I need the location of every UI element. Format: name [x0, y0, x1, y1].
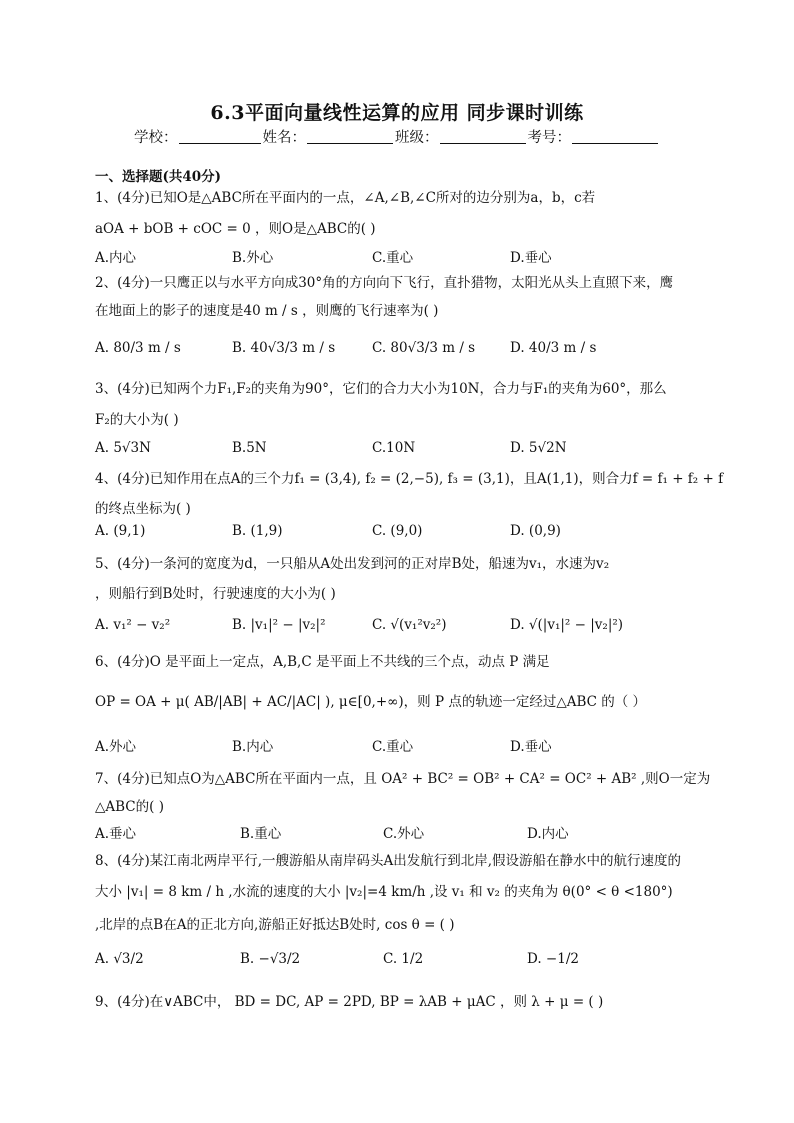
option-d[interactable]: D. √(|v₁|² − |v₂|²)	[510, 617, 624, 633]
question-4-options	[95, 523, 735, 547]
class-label: 班级：	[395, 130, 439, 146]
question-7-options	[95, 822, 735, 846]
option-d[interactable]: D.内心	[527, 826, 569, 842]
option-c[interactable]: C. (9,0)	[372, 523, 423, 539]
question-6-line-2: OP = OA + μ( AB/|AB| + AC/|AC| ), μ∈[0,+∞)，则 P 点的轨迹一定经过△ABC 的（ ）	[95, 694, 647, 710]
question-5-line-1: 5、(4分)一条河的宽度为d，一只船从A处出发到河的正对岸B处，船速为v₁，水速为v₂	[95, 556, 610, 572]
option-c[interactable]: C.10N	[372, 440, 416, 456]
student-info-row	[0, 126, 794, 147]
class-blank[interactable]	[440, 129, 526, 144]
option-b[interactable]: B.内心	[232, 739, 274, 755]
question-4-line-2: 的终点坐标为( )	[95, 501, 191, 517]
name-blank[interactable]	[307, 129, 393, 144]
option-b[interactable]: B.5N	[232, 440, 267, 456]
exam-no-label: 考号：	[527, 130, 571, 146]
option-d[interactable]: D. −1/2	[527, 951, 579, 967]
option-c[interactable]: C. 1/2	[383, 951, 424, 967]
question-2-options	[95, 340, 735, 364]
option-c[interactable]: C.外心	[383, 826, 425, 842]
option-a[interactable]: A.内心	[95, 250, 137, 266]
question-1-options	[95, 246, 735, 270]
question-1-line-1: 1、(4分)已知O是△ABC所在平面内的一点，∠A,∠B,∠C所对的边分别为a，b，c若	[95, 190, 596, 206]
option-d[interactable]: D. 40/3 m / s	[510, 340, 597, 356]
school-label: 学校：	[134, 130, 178, 146]
option-b[interactable]: B.重心	[240, 826, 282, 842]
option-d[interactable]: D. (0,9)	[510, 523, 561, 539]
option-a[interactable]: A. v₁² − v₂²	[95, 617, 171, 633]
question-7-line-2: △ABC的( )	[95, 799, 164, 815]
question-3-options	[95, 440, 735, 464]
page-title: 6.3平面向量线性运算的应用 同步课时训练	[210, 102, 584, 124]
question-8-options	[95, 951, 735, 975]
option-d[interactable]: D.垂心	[510, 739, 552, 755]
option-a[interactable]: A. 5√3N	[95, 440, 151, 456]
option-c[interactable]: C.重心	[372, 739, 414, 755]
option-a[interactable]: A. (9,1)	[95, 523, 146, 539]
school-blank[interactable]	[179, 129, 261, 144]
question-6-line-1: 6、(4分)O 是平面上一定点，A,B,C 是平面上不共线的三个点，动点 P 满足	[95, 654, 550, 670]
question-5-options	[95, 617, 735, 641]
option-a[interactable]: A. √3/2	[95, 951, 144, 967]
question-5-line-2: ，则船行到B处时，行驶速度的大小为( )	[95, 586, 336, 602]
question-4-line-1: 4、(4分)已知作用在点A的三个力f₁ = (3,4), f₂ = (2,−5), f₃ = (3,1)，且A(1,1)，则合力f = f₁ + f₂ + f	[95, 471, 724, 487]
name-label: 姓名：	[262, 130, 306, 146]
option-b[interactable]: B. −√3/2	[240, 951, 301, 967]
question-8-line-1: 8、(4分)某江南北两岸平行,一艘游船从南岸码头A出发航行到北岸,假设游船在静水中的航行速度的	[95, 853, 682, 869]
question-8-line-2: 大小 |v₁| = 8 km / h ,水流的速度的大小 |v₂|=4 km/h ,设 v₁ 和 v₂ 的夹角为 θ(0° < θ <180°)	[95, 884, 673, 900]
option-c[interactable]: C.重心	[372, 250, 414, 266]
option-c[interactable]: C. √(v₁²v₂²)	[372, 617, 447, 633]
option-b[interactable]: B.外心	[232, 250, 274, 266]
question-9-line-1: 9、(4分)在∨ABC中， BD = DC, AP = 2PD, BP = λAB + μAC ，则 λ + μ = ( )	[95, 994, 604, 1010]
question-2-line-2: 在地面上的影子的速度是40 m / s ，则鹰的飞行速率为( )	[95, 303, 439, 319]
option-d[interactable]: D. 5√2N	[510, 440, 567, 456]
option-b[interactable]: B. 40√3/3 m / s	[232, 340, 336, 356]
option-d[interactable]: D.垂心	[510, 250, 552, 266]
question-3-line-2: F₂的大小为( )	[95, 412, 179, 428]
question-1-line-2: aOA + bOB + cOC = 0 ，则O是△ABC的( )	[95, 221, 376, 237]
option-c[interactable]: C. 80√3/3 m / s	[372, 340, 476, 356]
option-a[interactable]: A. 80/3 m / s	[95, 340, 181, 356]
question-2-line-1: 2、(4分)一只鹰正以与水平方向成30°角的方向向下飞行，直扑猎物，太阳光从头上直照下来，鹰	[95, 275, 674, 291]
option-b[interactable]: B. |v₁|² − |v₂|²	[232, 617, 326, 633]
question-3-line-1: 3、(4分)已知两个力F₁,F₂的夹角为90°，它们的合力大小为10N，合力与F₁的夹角为60°，那么	[95, 381, 667, 397]
option-a[interactable]: A.垂心	[95, 826, 137, 842]
option-a[interactable]: A.外心	[95, 739, 137, 755]
option-b[interactable]: B. (1,9)	[232, 523, 283, 539]
exam-no-blank[interactable]	[572, 129, 658, 144]
question-7-line-1: 7、(4分)已知点O为△ABC所在平面内一点，且 OA² + BC² = OB² + CA² = OC² + AB² ,则O一定为	[95, 771, 711, 787]
section-title: 一、选择题(共40分)	[95, 169, 222, 185]
question-6-options	[95, 735, 735, 759]
question-8-line-3: ,北岸的点B在A的正北方向,游船正好抵达B处时, cos θ = ( )	[95, 917, 455, 933]
